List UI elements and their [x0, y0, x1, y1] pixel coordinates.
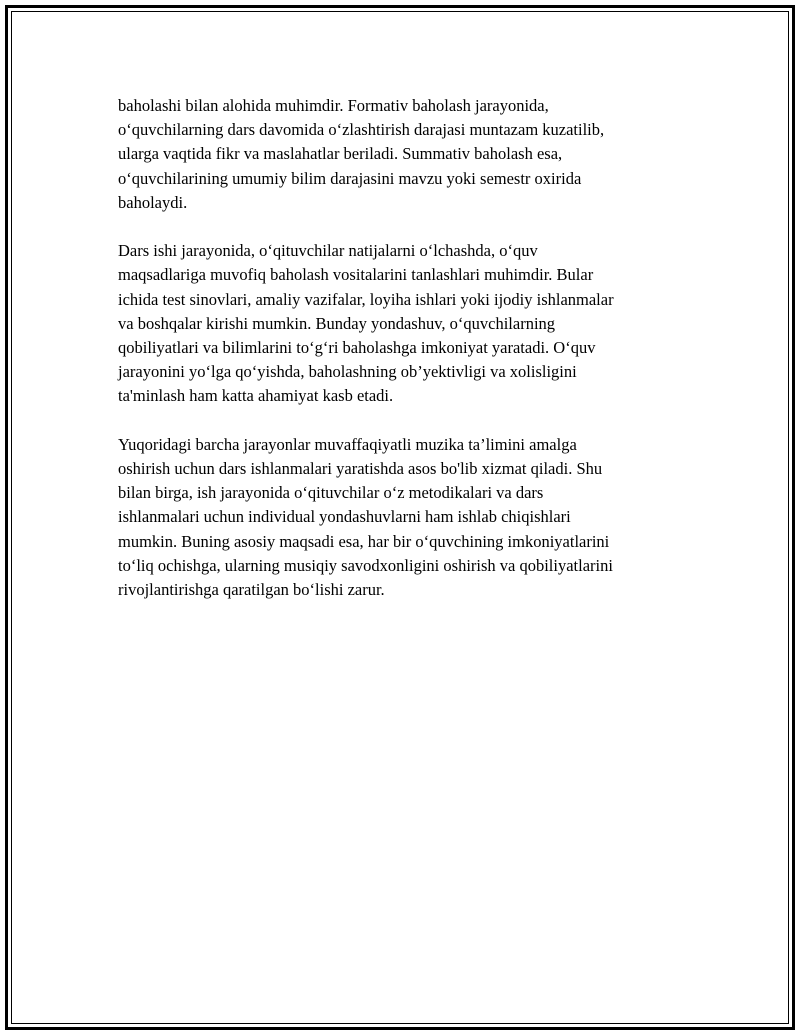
text-line: ta'minlash ham katta ahamiyat kasb etadi. — [118, 386, 394, 406]
document-body — [118, 94, 688, 626]
text-line: o‘quvchilarining umumiy bilim darajasini mavzu yoki semestr oxirida — [118, 168, 582, 188]
text-line: ishlanmalari uchun individual yondashuvlarni ham ishlab chiqishlari — [118, 507, 571, 527]
text-line: to‘liq ochishga, ularning musiqiy savodxonligini oshirish va qobiliyatlarini — [118, 555, 613, 575]
text-line: jarayonini yo‘lga qo‘yishda, baholashning ob’yektivligi va xolisligini — [118, 362, 577, 382]
text-line: mumkin. Buning asosiy maqsadi esa, har bir o‘quvchining imkoniyatlarini — [118, 531, 610, 551]
text-line: ularga vaqtida fikr va maslahatlar beriladi. Summativ baholash esa, — [118, 144, 563, 164]
text-line: va boshqalar kirishi mumkin. Bunday yondashuv, o‘quvchilarning — [118, 313, 556, 333]
text-line: oshirish uchun dars ishlanmalari yaratishda asos bo'lib xizmat qiladi. Shu — [118, 459, 603, 479]
text-line: ichida test sinovlari, amaliy vazifalar, loyiha ishlari yoki ijodiy ishlanmalar — [118, 289, 614, 309]
text-line: bilan birga, ish jarayonida o‘qituvchilar o‘z metodikalari va dars — [118, 483, 544, 503]
paragraph-1 — [118, 94, 688, 215]
text-line: rivojlantirishga qaratilgan bo‘lishi zarur. — [118, 580, 385, 600]
paragraph-2 — [118, 239, 688, 408]
text-line: qobiliyatlari va bilimlarini to‘g‘ri baholashga imkoniyat yaratadi. O‘quv — [118, 338, 596, 358]
text-line: baholashi bilan alohida muhimdir. Formativ baholash jarayonida, — [118, 96, 549, 115]
text-line: Dars ishi jarayonida, o‘qituvchilar natijalarni o‘lchashda, o‘quv — [118, 241, 538, 261]
paragraph-3 — [118, 433, 688, 602]
text-line: baholaydi. — [118, 192, 188, 212]
text-line: Yuqoridagi barcha jarayonlar muvaffaqiyatli muzika ta’limini amalga — [118, 434, 577, 454]
text-line: maqsadlariga muvofiq baholash vositalarini tanlashlari muhimdir. Bular — [118, 265, 594, 285]
text-line: o‘quvchilarning dars davomida o‘zlashtirish darajasi muntazam kuzatilib, — [118, 120, 605, 140]
